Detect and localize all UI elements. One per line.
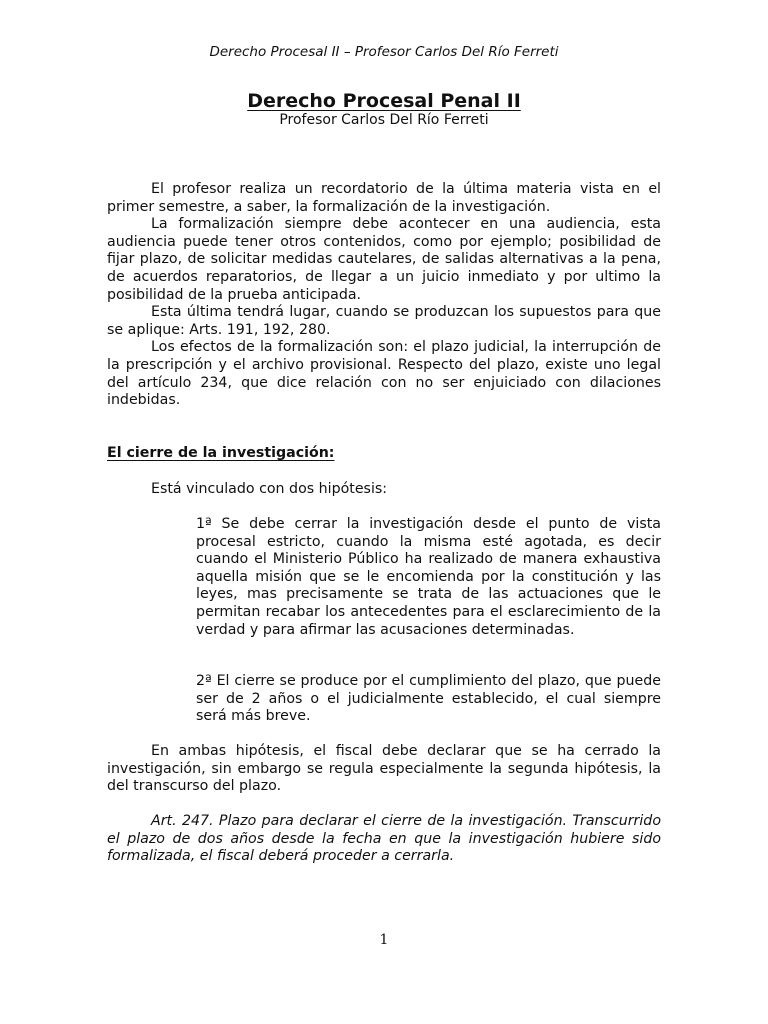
- paragraph: Esta última tendrá lugar, cuando se produzcan los supuestos para que se aplique: Arts. 191, 192, 280.: [107, 304, 661, 338]
- document-title: Derecho Procesal Penal II: [247, 90, 521, 112]
- intro-section: [107, 181, 661, 410]
- paragraph: El profesor realiza un recordatorio de la última materia vista en el primer semestre, a saber, la formalización de la investigación.: [107, 181, 661, 215]
- paragraph: En ambas hipótesis, el fiscal debe declarar que se ha cerrado la investigación, sin embargo se regula especialmente la segunda hipótesis, la del transcurso del plazo.: [107, 743, 661, 795]
- section-intro: Está vinculado con dos hipótesis:: [151, 481, 388, 497]
- running-header: Derecho Procesal II – Profesor Carlos Del Río Ferreti: [209, 44, 559, 60]
- article-quote: Art. 247. Plazo para declarar el cierre de la investigación. Transcurrido el plazo de dos años desde la fecha en que la investigación hubiere sido formalizada, el fiscal deberá proceder a cerrarla.: [107, 813, 661, 865]
- paragraph: La formalización siempre debe acontecer en una audiencia, esta audiencia puede tener otros contenidos, como por ejemplo; posibilidad de fijar plazo, de solicitar medidas cautelares, de salidas alternativas a la pena, de acuerdos reparatorios, de llegar a un juicio inmediato y por ultimo la posibilidad de la prueba anticipada.: [107, 216, 661, 303]
- page-number: 1: [379, 932, 389, 948]
- hypothesis-item: 2ª El cierre se produce por el cumplimiento del plazo, que puede ser de 2 años o el judicialmente establecido, el cual siempre será más breve.: [196, 673, 661, 725]
- hypothesis-item: 1ª Se debe cerrar la investigación desde el punto de vista procesal estricto, cuando la misma esté agotada, es decir cuando el Ministerio Público ha realizado de manera exhaustiva aquella misión que se le encomienda por la constitución y las leyes, mas precisamente se trata de las actuaciones que le permitan recabar los antecedentes para el esclarecimiento de la verdad y para afirmar las acusaciones determinadas.: [196, 516, 661, 638]
- article-quote-section: [107, 813, 661, 866]
- closing-section: [107, 743, 661, 796]
- document-subtitle: Profesor Carlos Del Río Ferreti: [279, 112, 489, 128]
- section-heading: El cierre de la investigación:: [107, 445, 335, 461]
- paragraph: Los efectos de la formalización son: el plazo judicial, la interrupción de la prescripción y el archivo provisional. Respecto del plazo, existe uno legal del artículo 234, que dice relación con no ser enjuiciado con dilaciones indebidas.: [107, 339, 661, 409]
